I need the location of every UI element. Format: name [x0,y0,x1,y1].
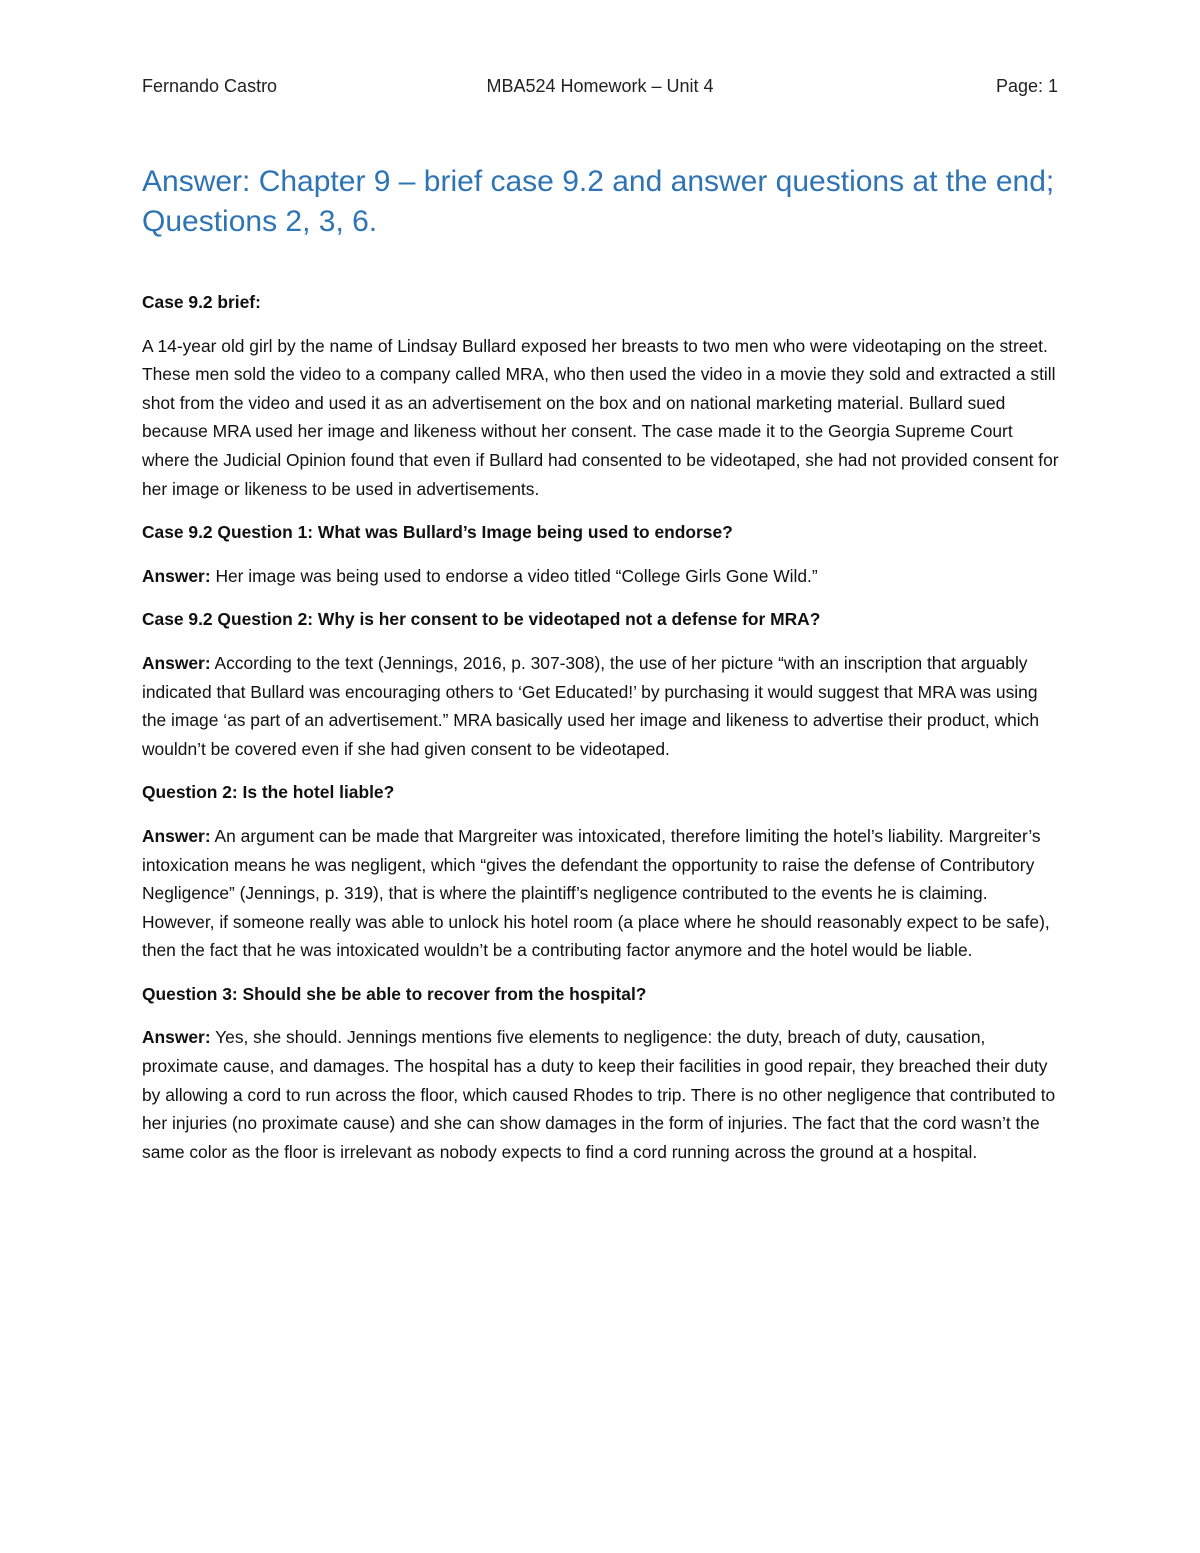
answer-3 [142,822,1062,965]
question-3: Question 2: Is the hotel liable? [142,782,395,803]
answer-text: According to the text (Jennings, 2016, p. 307-308), the use of her picture “with an inscription that arguably indicated that Bullard was encouraging others to ‘Get Educated!’ by purchasing it would suggest that MRA was using the image ‘as part of an advertisement.” MRA basically used her image and likeness to advertise their product, which wouldn’t be covered even if she had given consent to be videotaped. [142,652,1040,759]
answer-1 [142,562,1062,591]
answer-2 [142,649,1062,763]
brief-heading: Case 9.2 brief: [142,292,261,312]
page-header [142,74,1058,98]
answer-text: An argument can be made that Margreiter was intoxicated, therefore limiting the hotel’s liability. Margreiter’s intoxication means he was negligent, which “gives the defendant the opportunity to raise the defense of Contributory Negligence” (Jennings, p. 319), that is where the plaintiff’s negligence contributed to the events he is claiming. However, if someone really was able to unlock his hotel room (a place where he should reasonably expect to be safe), then the fact that he was intoxicated wouldn’t be a contributing factor anymore and the hotel would be liable. [142,825,1050,961]
document-title: Answer: Chapter 9 – brief case 9.2 and answer questions at the end; Questions 2, 3, 6. [142,165,1055,238]
answer-label: Answer: [142,652,211,673]
answer-text: Yes, she should. Jennings mentions five elements to negligence: the duty, breach of duty, causation, proximate cause, and damages. The hospital has a duty to keep their facilities in good repair, they breached their duty by allowing a cord to run across the floor, which caused Rhodes to trip. There is no other negligence that contributed to her injuries (no proximate cause) and she can show damages in the form of injuries. The fact that the cord wasn’t the same color as the floor is irrelevant as nobody expects to find a cord running across the ground at a hospital. [142,1027,1056,1162]
answer-4 [142,1023,1062,1166]
header-course: MBA524 Homework – Unit 4 [486,76,714,96]
answer-text: Her image was being used to endorse a video titled “College Girls Gone Wild.” [210,565,818,586]
answer-label: Answer: [142,1027,211,1048]
header-author: Fernando Castro [142,76,278,96]
brief-paragraph: A 14-year old girl by the name of Lindsay Bullard exposed her breasts to two men who were videotaping on the street. These men sold the video to a company called MRA, who then used the video in a movie they sold and extracted a still shot from the video and used it as an advertisement on the box and on national marketing material. Bullard sued because MRA used her image and likeness without her consent. The case made it to the Georgia Supreme Court where the Judicial Opinion found that even if Bullard had consented to be videotaped, she had not provided consent for her image or likeness to be used in advertisements. [142,335,1059,499]
answer-label: Answer: [142,565,211,586]
question-1: Case 9.2 Question 1: What was Bullard’s Image being used to endorse? [142,522,733,543]
question-2: Case 9.2 Question 2: Why is her consent to be videotaped not a defense for MRA? [142,609,821,630]
question-4: Question 3: Should she be able to recover from the hospital? [142,983,647,1004]
answer-label: Answer: [142,825,211,846]
header-page-number: Page: 1 [995,76,1058,96]
document-body [142,288,1062,1181]
